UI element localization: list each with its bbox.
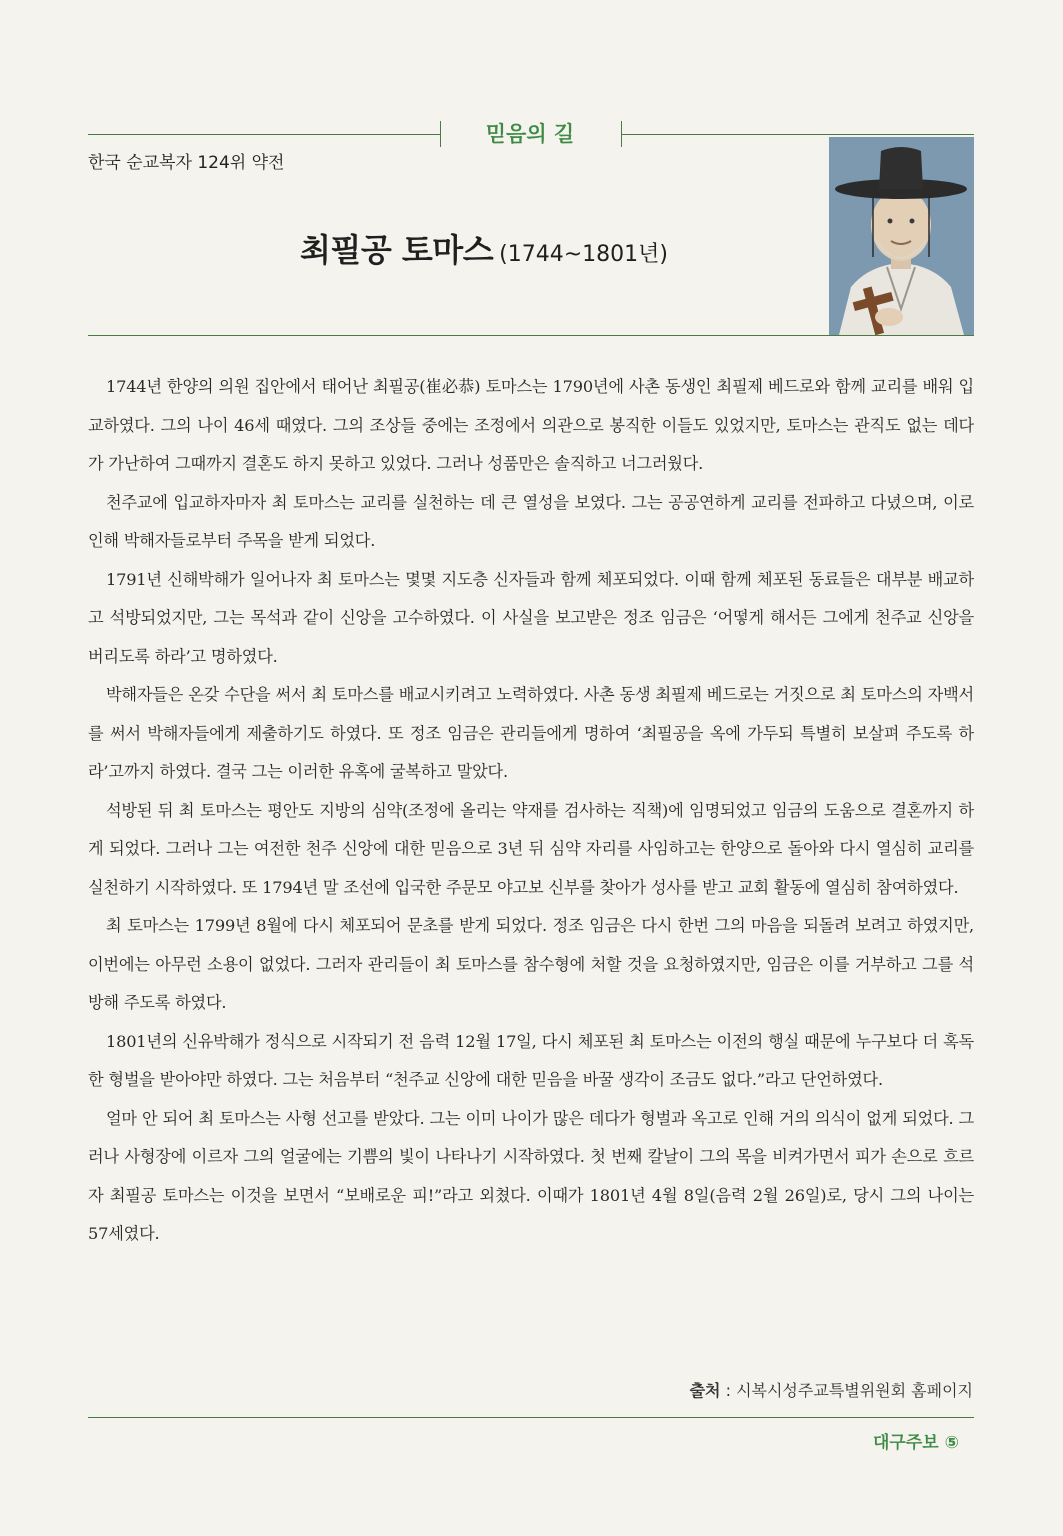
header-rule-left: [88, 134, 440, 135]
source-citation: [690, 1378, 973, 1401]
body-paragraph: 천주교에 입교하자마자 최 토마스는 교리를 실천하는 데 큰 열성을 보였다. 그는 공공연하게 교리를 전파하고 다녔으며, 이로 인해 박해자들로부터 주목을 받게 되었다.: [88, 492, 974, 550]
footer-rule: [88, 1417, 974, 1418]
source-label: 출처: [689, 1381, 721, 1400]
martyr-portrait-drawing: [829, 137, 974, 335]
title-rule: [88, 335, 974, 336]
article-body: [88, 368, 974, 1254]
body-paragraph: 1801년의 신유박해가 정식으로 시작되기 전 음력 12월 17일, 다시 체포된 최 토마스는 이전의 행실 때문에 누구보다 더 혹독한 형벌을 받아야만 하였다. 그는 처음부터 “천주교 신앙에 대한 믿음을 바꿀 생각이 조금도 없다.”라고 단언하였다.: [88, 1031, 974, 1089]
article-title-name: 최필공 토마스: [300, 231, 494, 269]
page-footer: [873, 1428, 959, 1453]
body-paragraph: 석방된 뒤 최 토마스는 평안도 지방의 심약(조정에 올리는 약재를 검사하는 직책)에 임명되었고 임금의 도움으로 결혼까지 하게 되었다. 그러나 그는 여전한 천주 신앙에 대한 믿음으로 3년 뒤 심약 자리를 사임하고는 한양으로 돌아와 다시 열심히 교리를 실천하기 시작하였다. 또 1794년 말 조선에 입국한 주문모 야고보 신부를 찾아가 성사를 받고 교회 활동에 열심히 참여하였다.: [88, 800, 974, 897]
body-paragraph: 박해자들은 온갖 수단을 써서 최 토마스를 배교시키려고 노력하였다. 사촌 동생 최필제 베드로는 거짓으로 최 토마스의 자백서를 써서 박해자들에게 제출하기도 하였다. 또 정조 임금은 관리들에게 명하여 ‘최필공을 옥에 가두되 특별히 보살펴 주도록 하라’고까지 하였다. 결국 그는 이러한 유혹에 굴복하고 말았다.: [88, 685, 974, 781]
martyr-portrait: [829, 137, 974, 335]
body-paragraph: 1791년 신해박해가 일어나자 최 토마스는 몇몇 지도층 신자들과 함께 체포되었다. 이때 함께 체포된 동료들은 대부분 배교하고 석방되었지만, 그는 목석과 같이 신앙을 고수하였다. 이 사실을 보고받은 정조 임금은 ‘어떻게 해서든 그에게 천주교 신앙을 버리도록 하라’고 명하였다.: [88, 569, 974, 666]
article-title: [300, 225, 668, 271]
publication-name: 대구주보: [872, 1433, 939, 1453]
header-rule-right: [621, 134, 974, 135]
page-number: ⑤: [944, 1433, 959, 1453]
body-paragraph: 최 토마스는 1799년 8월에 다시 체포되어 문초를 받게 되었다. 정조 임금은 다시 한번 그의 마음을 되돌려 보려고 하였지만, 이번에는 아무런 소용이 없었다. 그러자 관리들이 최 토마스를 참수형에 처할 것을 요청하였지만, 임금은 이를 거부하고 그를 석방해 주도록 하였다.: [88, 916, 974, 1012]
body-paragraph: 얼마 안 되어 최 토마스는 사형 선고를 받았다. 그는 이미 나이가 많은 데다가 형벌과 옥고로 인해 거의 의식이 없게 되었다. 그러나 사형장에 이르자 그의 얼굴에는 기쁨의 빛이 나타나기 시작하였다. 첫 번째 칼날이 그의 목을 비켜가면서 피가 손으로 흐르자 최필공 토마스는 이것을 보면서 “보배로운 피!”라고 외쳤다. 이때가 1801년 4월 8일(음력 2월 26일)로, 당시 그의 나이는 57세였다.: [88, 1108, 974, 1243]
header-rule-left-tick: [440, 121, 441, 147]
source-separator: :: [720, 1381, 737, 1400]
series-label: 한국 순교복자 124위 약전: [88, 153, 285, 173]
source-text: 시복시성주교특별위원회 홈페이지: [736, 1381, 973, 1400]
article-title-years: (1744~1801년): [499, 242, 668, 267]
section-title: 믿음의 길: [485, 122, 575, 146]
body-paragraph: 1744년 한양의 의원 집안에서 태어난 최필공(崔必恭) 토마스는 1790년에 사촌 동생인 최필제 베드로와 함께 교리를 배워 입교하였다. 그의 나이 46세 때였다. 그의 조상들 중에는 조정에서 의관으로 봉직한 이들도 있었지만, 토마스는 관직도 없는 데다가 가난하여 그때까지 결혼도 하지 못하고 있었다. 그러나 성품만은 솔직하고 너그러웠다.: [88, 377, 974, 473]
